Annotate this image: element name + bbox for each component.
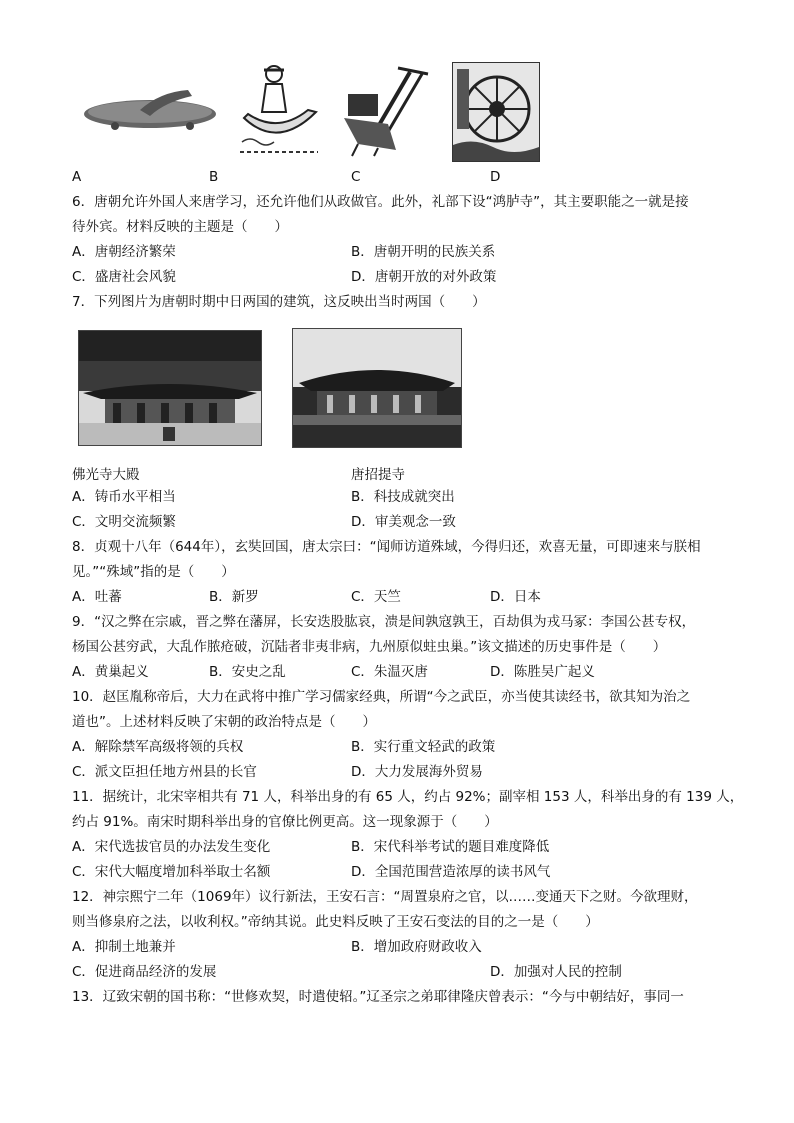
q10-option-a[interactable]: A．解除禁军高级将领的兵权 — [72, 739, 244, 755]
caption-foguang: 佛光寺大殿 — [72, 467, 140, 483]
q10-option-c[interactable]: C．派文臣担任地方州县的长官 — [72, 764, 257, 780]
q12-stem-line1: 12．神宗熙宁二年（1069年）议行新法，王安石言：“周置泉府之官，以……变通天下之财。今欲理财， — [72, 889, 698, 905]
foguang-temple-photo — [78, 330, 262, 446]
q9-option-b[interactable]: B．安史之乱 — [209, 664, 286, 680]
temple-hall-icon — [293, 329, 461, 447]
q10-option-b[interactable]: B．实行重文轻武的政策 — [351, 739, 496, 755]
q8-option-d[interactable]: D．日本 — [490, 589, 541, 605]
q9-stem-line1: 9．“汉之弊在宗戚，晋之弊在藩屏，长安迭股肱哀，溃是间孰寇孰王，百劫俱为戎马冢：李国公甚专权， — [72, 614, 696, 630]
option-image-b — [238, 62, 320, 160]
q10-stem-line2: 道也”。上述材料反映了宋朝的政治特点是（ ） — [72, 714, 376, 730]
water-wheel-icon — [453, 63, 539, 161]
q7-option-a[interactable]: A．铸币水平相当 — [72, 489, 176, 505]
q9-option-c[interactable]: C．朱温灭唐 — [351, 664, 428, 680]
q12-stem-line2: 则当修泉府之法，以收利权。”帝纳其说。此史料反映了王安石变法的目的之一是（ ） — [72, 914, 599, 930]
q8-option-c[interactable]: C．天竺 — [351, 589, 401, 605]
q8-stem-line1: 8．贞观十八年（644年），玄奘回国，唐太宗曰：“闻师访道殊域，今得归还，欢喜无量，可即速来与朕相 — [72, 539, 701, 555]
q11-option-a[interactable]: A．宋代选拔官员的办法发生变化 — [72, 839, 271, 855]
option-image-a — [80, 82, 220, 142]
q11-option-b[interactable]: B．宋代科举考试的题目难度降低 — [351, 839, 550, 855]
q9-option-d[interactable]: D．陈胜吴广起义 — [490, 664, 595, 680]
q11-stem-line2: 约占 91%。南宋时期科举出身的官僚比例更高。这一现象源于（ ） — [72, 814, 498, 830]
q7-stem-line1: 7．下列图片为唐朝时期中日两国的建筑，这反映出当时两国（ ） — [72, 294, 486, 310]
q7-option-c[interactable]: C．文明交流频繁 — [72, 514, 176, 530]
q6-option-c[interactable]: C．盛唐社会风貌 — [72, 269, 176, 285]
q8-option-b[interactable]: B．新罗 — [209, 589, 259, 605]
image-label-d: D — [490, 169, 501, 185]
q6-option-a[interactable]: A．唐朝经济繁荣 — [72, 244, 176, 260]
option-image-d — [452, 62, 540, 162]
q8-stem-line2: 见。”“殊域”指的是（ ） — [72, 564, 235, 580]
q9-stem-line2: 杨国公甚穷武，大乱作脓疮破，沉陆者非夷非病，九州原似蛀虫巢。”该文描述的历史事件是（ ） — [72, 639, 667, 655]
q12-option-d[interactable]: D．加强对人民的控制 — [490, 964, 622, 980]
q12-option-a[interactable]: A．抑制土地兼并 — [72, 939, 176, 955]
q6-option-b[interactable]: B．唐朝开明的民族关系 — [351, 244, 496, 260]
image-label-b: B — [209, 169, 219, 185]
boat-man-icon — [238, 62, 320, 160]
q6-stem-line1: 6．唐朝允许外国人来唐学习，还允许他们从政做官。此外，礼部下设“鸿胪寺”，其主要职能之一就是接 — [72, 194, 689, 210]
caption-toshodaiji: 唐招提寺 — [351, 467, 405, 483]
q11-option-d[interactable]: D．全国范围营造浓厚的读书风气 — [351, 864, 551, 880]
q11-stem-line1: 11．据统计，北宋宰相共有 71 人，科举出身的有 65 人，约占 92%；副宰相 153 人，科举出身的有 139 人， — [72, 789, 744, 805]
toshodaiji-temple-photo — [292, 328, 462, 448]
q12-option-b[interactable]: B．增加政府财政收入 — [351, 939, 482, 955]
q7-option-b[interactable]: B．科技成就突出 — [351, 489, 455, 505]
q12-option-c[interactable]: C．促进商品经济的发展 — [72, 964, 217, 980]
q7-option-d[interactable]: D．审美观念一致 — [351, 514, 456, 530]
q11-option-c[interactable]: C．宋代大幅度增加科举取士名额 — [72, 864, 271, 880]
q8-option-a[interactable]: A．吐蕃 — [72, 589, 122, 605]
q9-option-a[interactable]: A．黄巢起义 — [72, 664, 149, 680]
image-label-a: A — [72, 169, 82, 185]
q6-option-d[interactable]: D．唐朝开放的对外政策 — [351, 269, 497, 285]
option-image-c — [338, 64, 432, 158]
q10-option-d[interactable]: D．大力发展海外贸易 — [351, 764, 483, 780]
image-label-c: C — [351, 169, 361, 185]
stone-mill-icon — [80, 82, 220, 142]
q10-stem-line1: 10．赵匡胤称帝后，大力在武将中推广学习儒家经典，所谓“今之武臣，亦当使其读经书，欲其知为治之 — [72, 689, 691, 705]
q13-stem-line1: 13．辽致宋朝的国书称：“世修欢契，时遣使轺。”辽圣宗之弟耶律隆庆曾表示：“今与中朝结好，事同一 — [72, 989, 684, 1005]
plough-icon — [338, 64, 432, 158]
q6-stem-line2: 待外宾。材料反映的主题是（ ） — [72, 219, 288, 235]
temple-hall-icon — [79, 331, 261, 445]
